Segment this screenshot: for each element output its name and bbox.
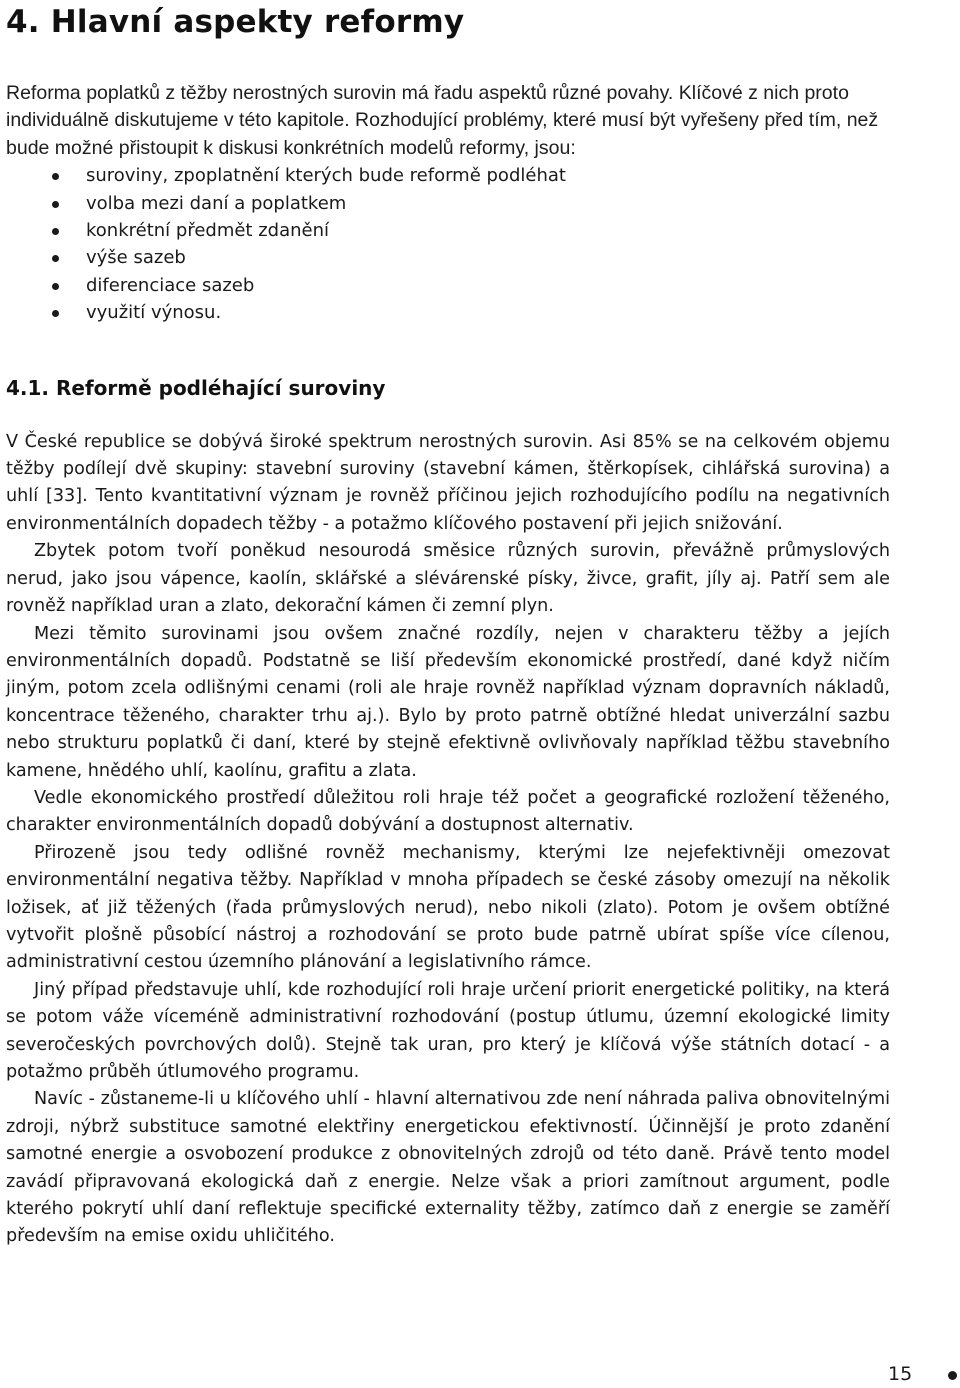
bullet-icon	[52, 255, 59, 262]
list-item-text: konkrétní předmět zdanění	[86, 220, 330, 242]
body-paragraph: Mezi těmito surovinami jsou ovšem značné rozdíly, nejen v charakteru těžby a jejích environmentálních dopadů. Podstatně se liší především ekonomické prostředí, dané když ničím jiným, potom zcela odlišnými cenami (roli ale hraje rovněž například význam dopravních nákladů, koncentrace těženého, charakter trhu aj.). Bylo by proto patrně obtížné hledat univerzální sazbu nebo strukturu poplatků či daní, které by stejně efektivně ovlivňovaly například těžbu stavebního kamene, hnědého uhlí, kaolínu, grafitu a zlata.	[6, 623, 890, 781]
intro-paragraph: Reforma poplatků z těžby nerostných surovin má řadu aspektů různé povahy. Klíčové z nich proto individuálně diskutujeme v této kapitole. Rozhodující problémy, které musí být vyřešeny před tím, než bude možné přistoupit k diskusi konkrétních modelů reformy, jsou:	[6, 82, 879, 159]
list-item-text: volba mezi daní a poplatkem	[86, 192, 347, 214]
list-item	[52, 272, 890, 299]
list-item-text: využití výnosu.	[86, 302, 222, 324]
body-paragraph: Navíc - zůstaneme-li u klíčového uhlí - hlavní alternativou zde není náhrada paliva obnovitelnými zdroji, nýbrž substituce samotné elektřiny energetickou efektivností. Účinnější je proto zdanění samotné energie a osvobození produkce z obnovitelných zdrojů od této daně. Právě tento model zavádí připravovaná ekologická daň z energie. Nelze však a priori zamítnout argument, podle kterého pokrytí uhlí daní reflektuje specifické externality těžby, zatímco daň z energie se zaměří především na emise oxidu uhličitého.	[6, 1089, 890, 1247]
document-page	[6, 0, 890, 1251]
list-item-text: výše sazeb	[86, 247, 186, 269]
corner-dot-icon	[948, 1371, 957, 1380]
bullet-icon	[52, 173, 59, 180]
section-body	[6, 429, 890, 1251]
aspects-list	[6, 162, 890, 326]
list-item	[52, 244, 890, 271]
section-title: 4.1. Reformě podléhající suroviny	[6, 375, 386, 400]
bullet-icon	[52, 310, 59, 317]
list-item	[52, 217, 890, 244]
list-item	[52, 190, 890, 217]
page-number: 15	[888, 1363, 913, 1385]
body-paragraph: V České republice se dobývá široké spektrum nerostných surovin. Asi 85% se na celkovém objemu těžby podílejí dvě skupiny: stavební suroviny (stavební kámen, štěrkopísek, cihlářská surovina) a uhlí [33]. Tento kvantitativní význam je rovněž příčinou jejich rozhodujícího podílu na negativních environmentálních dopadech těžby - a potažmo klíčového postavení při jejich snižování.	[6, 431, 890, 534]
list-item	[52, 299, 890, 326]
list-item-text: suroviny, zpoplatnění kterých bude reformě podléhat	[86, 165, 566, 187]
list-item	[52, 162, 890, 189]
bullet-icon	[52, 201, 59, 208]
body-paragraph: Zbytek potom tvoří poněkud nesourodá směsice různých surovin, převážně průmyslových nerud, jako jsou vápence, kaolín, sklářské a slévárenské písky, živce, grafit, jíly aj. Patří sem ale rovněž například uran a zlato, dekorační kámen či zemní plyn.	[6, 541, 890, 617]
list-item-text: diferenciace sazeb	[86, 274, 255, 296]
bullet-icon	[52, 228, 59, 235]
body-paragraph: Přirozeně jsou tedy odlišné rovněž mechanismy, kterými lze nejefektivněji omezovat environmentální negativa těžby. Například v mnoha případech se české zásoby omezují na několik ložisek, ať již těžených (řada průmyslových nerud), nebo nikoli (zlato). Potom je ovšem obtížné vytvořit plošně působící nástroj a rozhodování se proto bude patrně ubírat spíše více cílenou, administrativní cestou územního plánování a legislativního rámce.	[6, 842, 890, 973]
body-paragraph: Vedle ekonomického prostředí důležitou roli hraje též počet a geografické rozložení těženého, charakter environmentálních dopadů dobývání a dostupnost alternativ.	[6, 787, 890, 836]
chapter-title: 4. Hlavní aspekty reformy	[6, 4, 465, 40]
bullet-icon	[52, 283, 59, 290]
body-paragraph: Jiný případ představuje uhlí, kde rozhodující roli hraje určení priorit energetické politiky, na která se potom váže víceméně administrativní rozhodování (postup útlumu, územní ekologické limity severočeských povrchových dolů). Stejně tak uran, pro který je klíčová výše státních dotací - a potažmo průběh útlumového programu.	[6, 979, 890, 1082]
